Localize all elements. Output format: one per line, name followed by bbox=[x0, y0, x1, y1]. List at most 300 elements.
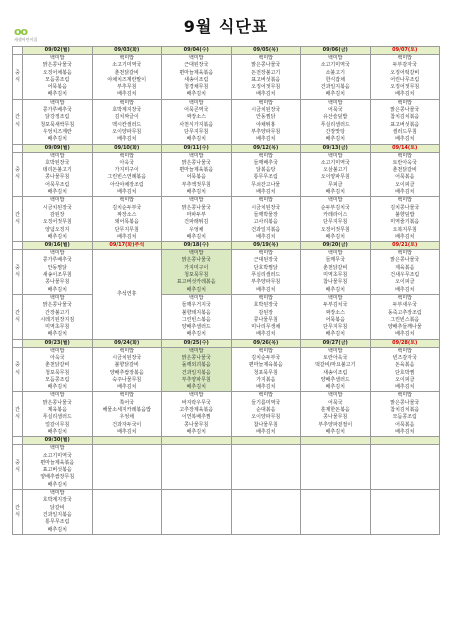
menu-item: 해물소세지카레볶음밥 bbox=[102, 407, 151, 414]
menu-item: 오이피클 bbox=[395, 181, 415, 188]
menu-cell bbox=[370, 197, 440, 242]
menu-item: 백미밥 bbox=[50, 55, 65, 61]
menu-item: 배추김치 bbox=[256, 233, 276, 240]
menu-item: 오징어젓무침 bbox=[251, 84, 281, 91]
menu-item: 백미밥 bbox=[258, 294, 273, 301]
menu-item: 마파두부 bbox=[186, 211, 206, 218]
menu-cell bbox=[231, 99, 301, 144]
menu-item: 순두부김치국 bbox=[320, 204, 350, 211]
date-corner bbox=[13, 144, 23, 152]
menu-item: 오이양파무침 bbox=[251, 414, 281, 421]
menu-item: 간장맛탕 bbox=[325, 128, 345, 135]
menu-item: 배추김치 bbox=[186, 136, 206, 143]
menu-item: 배추김치 bbox=[325, 286, 345, 293]
date-cell bbox=[162, 437, 232, 445]
menu-item: 배추김치 bbox=[256, 428, 276, 435]
meal-label: 중식 bbox=[13, 445, 23, 490]
menu-item: 배추김치 bbox=[325, 189, 345, 196]
menu-item: 소불고기 bbox=[325, 69, 345, 76]
menu-item: 짜장소스 bbox=[117, 211, 137, 218]
menu-item: 어묵무조림 bbox=[45, 181, 70, 188]
menu-item: 고추장제육볶음 bbox=[179, 407, 214, 414]
menu-item: 빈즈감자국 bbox=[392, 354, 417, 361]
menu-item: 백미밥 bbox=[189, 250, 204, 257]
menu-item: 배추김치 bbox=[395, 286, 415, 293]
menu-item: 쪽어국 bbox=[119, 399, 134, 406]
date-cell: 09/02(월) bbox=[23, 47, 93, 55]
date-cell: 09/30(월) bbox=[23, 437, 93, 445]
menu-item: 양념오징지 bbox=[45, 226, 70, 233]
menu-item: 맑은콩나물국 bbox=[181, 257, 211, 264]
menu-cell bbox=[231, 55, 301, 100]
date-cell: 09/21(토) bbox=[370, 242, 440, 250]
menu-item: 안동찜닭 bbox=[256, 114, 276, 121]
menu-item: 새송이조림 bbox=[323, 369, 348, 376]
meal-label: 간식 bbox=[13, 294, 23, 339]
menu-item: 단호박찜 bbox=[395, 369, 415, 376]
menu-item: 무피클 bbox=[328, 181, 343, 188]
meal-label: 간식 bbox=[13, 99, 23, 144]
menu-item: 우엉치즈계란 bbox=[42, 128, 72, 135]
menu-item: 백미밥 bbox=[397, 152, 412, 159]
menu-item: 편마늘제육볶음 bbox=[179, 167, 214, 174]
menu-item: 건파래튀김 bbox=[184, 219, 209, 226]
menu-item: 카레라이스 bbox=[323, 211, 348, 218]
menu-item: 배추김치 bbox=[256, 331, 276, 338]
menu-item: 샐러드무침 bbox=[392, 128, 417, 135]
logo-text: 새샘어린이집 bbox=[14, 37, 38, 42]
empty-cell bbox=[301, 490, 371, 535]
menu-item: 그린빈스볶음 bbox=[390, 316, 420, 323]
menu-item: 어묵콘역국 bbox=[184, 107, 209, 114]
menu-item: 배추김치 bbox=[186, 189, 206, 196]
menu-item: 배추김치 bbox=[256, 136, 276, 143]
menu-item: 오징어젓무침 bbox=[390, 84, 420, 91]
menu-cell bbox=[301, 99, 371, 144]
menu-cell bbox=[370, 99, 440, 144]
menu-item: 모듬콩조림 bbox=[392, 414, 417, 421]
menu-item: 양배추샐러드 bbox=[320, 376, 350, 383]
menu-item: 시금치된장국 bbox=[42, 204, 72, 211]
menu-item: 시금치된장국 bbox=[251, 107, 281, 114]
menu-item: 청경채무침 bbox=[184, 84, 209, 91]
menu-body bbox=[13, 47, 440, 535]
menu-item: 백미밥 bbox=[50, 197, 65, 204]
menu-item: 배추김치 bbox=[325, 384, 345, 391]
date-cell: 09/03(화) bbox=[92, 47, 162, 55]
menu-item: 배추김치 bbox=[186, 428, 206, 435]
menu-item: 춘천닭갈비 bbox=[323, 264, 348, 271]
menu-item: 가지미구이 bbox=[184, 264, 209, 271]
menu-item: 백미밥 bbox=[397, 347, 412, 354]
menu-item: 맑은콩나물국 bbox=[181, 159, 211, 166]
menu-item: 들기름미역국 bbox=[251, 399, 281, 406]
menu-cell bbox=[231, 152, 301, 197]
menu-item: 백미밥 bbox=[258, 347, 273, 354]
menu-item: 건과일지볶음 bbox=[181, 369, 211, 376]
meal-label: 중식 bbox=[13, 55, 23, 100]
date-cell: 09/05(목) bbox=[231, 47, 301, 55]
menu-item: 백미밥 bbox=[328, 197, 343, 204]
menu-item: 춘천닭갈비 bbox=[392, 167, 417, 174]
menu-item: 백미밥 bbox=[258, 250, 273, 257]
menu-item: 표고버섯카레볶음 bbox=[176, 279, 216, 286]
menu-item: 오징어젓무침 bbox=[42, 219, 72, 226]
menu-cell bbox=[92, 197, 162, 242]
menu-item: 오징어채볶음 bbox=[42, 69, 72, 76]
menu-item: 맥시칸샐러드 bbox=[112, 121, 142, 128]
menu-cell bbox=[92, 392, 162, 437]
menu-item: 이연복배추찜 bbox=[181, 414, 211, 421]
menu-item: 맑은콩나물국 bbox=[42, 399, 72, 406]
menu-item: 짜장소스 bbox=[186, 114, 206, 121]
menu-item: 제육볶음 bbox=[395, 264, 415, 271]
menu-item: 야채치즈계란말이 bbox=[107, 76, 147, 83]
date-cell bbox=[92, 437, 162, 445]
menu-item: 순대볶음 bbox=[256, 407, 276, 414]
date-cell: 09/10(화) bbox=[92, 144, 162, 152]
menu-item: 백미밥 bbox=[50, 294, 65, 301]
menu-item: 백미밥 bbox=[397, 294, 412, 301]
menu-cell bbox=[370, 250, 440, 295]
menu-item: 배추김치 bbox=[395, 233, 415, 240]
empty-cell bbox=[162, 490, 232, 535]
menu-item: 콩가루배추국 bbox=[42, 107, 72, 114]
menu-cell bbox=[23, 445, 93, 490]
menu-cell bbox=[301, 392, 371, 437]
menu-item: 김치콩나물국 bbox=[390, 204, 420, 211]
menu-item: 백미밥 bbox=[258, 152, 273, 159]
menu-item: 부추양파겉절이 bbox=[318, 421, 353, 428]
date-cell: 09/26(목) bbox=[231, 339, 301, 347]
menu-item: 단호박찜닭 bbox=[253, 264, 278, 271]
date-cell: 09/14(토) bbox=[370, 144, 440, 152]
empty-cell bbox=[231, 490, 301, 535]
menu-item: 청포묵무침 bbox=[45, 369, 70, 376]
menu-item: 우엉채 bbox=[189, 226, 204, 233]
menu-item: 배추김치 bbox=[256, 384, 276, 391]
menu-item: 오이양파무침 bbox=[112, 128, 142, 135]
menu-item: 콩나물무침 bbox=[45, 279, 70, 286]
menu-item: 미나리무생채 bbox=[251, 324, 281, 331]
menu-item: 양배추쌈장무침 bbox=[40, 474, 75, 481]
menu-item: 호박계지장국 bbox=[112, 107, 142, 114]
menu-item: 간장불고기 bbox=[45, 309, 70, 316]
menu-item: 청포묵무침 bbox=[253, 369, 278, 376]
empty-cell bbox=[370, 445, 440, 490]
empty-cell bbox=[162, 445, 232, 490]
menu-item: 백미밥 bbox=[50, 445, 65, 452]
menu-item: 배추김치 bbox=[47, 428, 67, 435]
date-corner bbox=[13, 339, 23, 347]
menu-item: 배추김치 bbox=[47, 189, 67, 196]
menu-cell bbox=[23, 490, 93, 535]
menu-item: 편마늘제육볶음 bbox=[248, 362, 283, 369]
menu-cell bbox=[23, 392, 93, 437]
menu-item: 건과자두국이 bbox=[112, 421, 142, 428]
menu-cell bbox=[231, 392, 301, 437]
date-cell: 09/12(목) bbox=[231, 144, 301, 152]
menu-cell bbox=[23, 99, 93, 144]
menu-cell bbox=[92, 99, 162, 144]
menu-item: 백미밥 bbox=[50, 99, 65, 106]
date-cell: 09/06(금) bbox=[301, 47, 371, 55]
menu-item: 찹나물무침 bbox=[323, 279, 348, 286]
menu-item: 김치순두부국 bbox=[112, 204, 142, 211]
menu-item: 미역초무침 bbox=[323, 272, 348, 279]
menu-cell bbox=[301, 197, 371, 242]
menu-item: 부추양파무침 bbox=[251, 279, 281, 286]
meal-label: 중식 bbox=[13, 250, 23, 295]
date-cell: 09/18(수) bbox=[162, 242, 232, 250]
date-cell: 09/20(금) bbox=[301, 242, 371, 250]
menu-item: 어묵볶음 bbox=[395, 174, 415, 181]
menu-cell bbox=[370, 55, 440, 100]
menu-cell bbox=[162, 250, 232, 295]
menu-cell bbox=[92, 347, 162, 392]
menu-item: 근대된장국 bbox=[253, 257, 278, 264]
menu-item: 무쇠잔고나물 bbox=[251, 181, 281, 188]
menu-item: 배추김치 bbox=[186, 331, 206, 338]
menu-item: 백미밥 bbox=[119, 55, 134, 61]
menu-item: 배추김치 bbox=[395, 91, 415, 98]
menu-item: 백미밥 bbox=[189, 197, 204, 204]
menu-item: 백미밥 bbox=[397, 55, 412, 61]
menu-item: 어묵국 bbox=[328, 107, 343, 114]
menu-item: 청포묵무침 bbox=[184, 272, 209, 279]
menu-item: 아삭야채장조림 bbox=[109, 181, 144, 188]
menu-item: 찹나물무침 bbox=[253, 421, 278, 428]
date-cell bbox=[370, 437, 440, 445]
menu-cell bbox=[231, 347, 301, 392]
menu-item: 맑은콩나물국 bbox=[181, 354, 211, 361]
menu-cell bbox=[370, 392, 440, 437]
menu-item: 단무지무침 bbox=[323, 324, 348, 331]
menu-item: 표고버섯볶음 bbox=[251, 76, 281, 83]
menu-item: 맑은콩나물국 bbox=[181, 204, 211, 211]
menu-item: 배추김치 bbox=[325, 91, 345, 98]
menu-item: 참치김치볶음 bbox=[390, 114, 420, 121]
menu-item: 백미밥 bbox=[189, 347, 204, 354]
menu-cell bbox=[23, 294, 93, 339]
menu-item: 백미밥 bbox=[328, 347, 343, 354]
menu-cell bbox=[23, 55, 93, 100]
menu-cell bbox=[162, 347, 232, 392]
menu-item: 어묵볶음 bbox=[395, 421, 415, 428]
menu-item: 백미밥 bbox=[328, 250, 343, 257]
menu-item: 소고기미역국 bbox=[320, 62, 350, 69]
menu-item: 한식잡채 bbox=[325, 76, 345, 83]
menu-cell bbox=[231, 197, 301, 242]
meal-label: 중식 bbox=[13, 347, 23, 392]
menu-item: 편마늘제육볶음 bbox=[40, 459, 75, 466]
menu-item: 백미밥 bbox=[189, 152, 204, 159]
menu-item: 백미밥 bbox=[328, 392, 343, 399]
menu-item: 백미밥 bbox=[328, 55, 343, 61]
menu-item: 배추김치 bbox=[395, 331, 415, 338]
menu-item: 들깨우거지국 bbox=[181, 302, 211, 309]
menu-item: 양배추들깨나물 bbox=[387, 324, 422, 331]
holiday-cell: 추석연휴 bbox=[92, 250, 162, 340]
menu-item: 배추김치 bbox=[117, 91, 137, 98]
menu-cell bbox=[301, 347, 371, 392]
menu-item: 맑은콩나물국 bbox=[42, 302, 72, 309]
menu-item: 맑은콩나물국 bbox=[390, 399, 420, 406]
menu-item: 어린나무조림 bbox=[390, 76, 420, 83]
menu-item: 소고기미역국 bbox=[112, 62, 142, 69]
menu-item: 춘천닭갈비 bbox=[114, 69, 139, 76]
menu-item: 오이피클 bbox=[395, 279, 415, 286]
menu-item: 참치김치볶음 bbox=[390, 407, 420, 414]
menu-item: 돼어목볶음 bbox=[114, 219, 139, 226]
menu-item: 백미밥 bbox=[119, 392, 134, 399]
date-cell: 09/11(수) bbox=[162, 144, 232, 152]
menu-item: 미역줄기볶음 bbox=[390, 219, 420, 226]
menu-item: 백미밥 bbox=[258, 392, 273, 399]
menu-item: 우엉채 bbox=[119, 414, 134, 421]
menu-item: 백미밥 bbox=[50, 152, 65, 159]
menu-item: 배추김치 bbox=[117, 189, 137, 196]
menu-item: 오징어떡갈비 bbox=[390, 69, 420, 76]
menu-item: 감된장 bbox=[50, 211, 65, 218]
menu-cell bbox=[370, 294, 440, 339]
menu-item: 백미밥 bbox=[119, 197, 134, 204]
menu-item: 부추양파무침 bbox=[181, 376, 211, 383]
date-cell: 09/27(금) bbox=[301, 339, 371, 347]
menu-item: 부추액젓무침 bbox=[181, 181, 211, 188]
menu-item: 고사리볶음 bbox=[253, 219, 278, 226]
menu-item: 오이양파무침 bbox=[320, 174, 350, 181]
menu-item: 백미밥 bbox=[258, 197, 273, 204]
menu-item: 건새우무조림 bbox=[390, 272, 420, 279]
menu-item: 백미밥 bbox=[50, 250, 65, 257]
menu-cell bbox=[231, 250, 301, 295]
menu-cell bbox=[301, 250, 371, 295]
menu-item: 불향돼지볶음 bbox=[181, 309, 211, 316]
menu-item: 백미밥 bbox=[397, 250, 412, 257]
menu-item: 배추김치 bbox=[47, 91, 67, 98]
menu-cell bbox=[301, 152, 371, 197]
menu-item: 들깨배추국 bbox=[253, 159, 278, 166]
menu-item: 백미밥 bbox=[258, 99, 273, 106]
menu-item: 데리돈불고기 bbox=[42, 167, 72, 174]
menu-item: 백미밥 bbox=[328, 99, 343, 106]
menu-cell bbox=[162, 55, 232, 100]
menu-item: 감된장 bbox=[258, 309, 273, 316]
menu-cell bbox=[231, 294, 301, 339]
menu-item: 어묵국 bbox=[328, 399, 343, 406]
menu-item: 토란아욱국 bbox=[392, 159, 417, 166]
menu-item: 배추김치 bbox=[117, 384, 137, 391]
menu-item: 가지미구이 bbox=[114, 167, 139, 174]
menu-item: 숙주나물무침 bbox=[112, 376, 142, 383]
menu-item: 양배추샐러드 bbox=[181, 324, 211, 331]
menu-item: 백미밥 bbox=[50, 490, 65, 497]
menu-item: 통무무조림 bbox=[253, 174, 278, 181]
menu-item: 배추김치 bbox=[395, 384, 415, 391]
menu-item: 아욱국 bbox=[119, 159, 134, 166]
date-corner bbox=[13, 242, 23, 250]
menu-item: 배추김치 bbox=[47, 526, 67, 533]
menu-item: 푸실리샐러드 bbox=[251, 272, 281, 279]
menu-item: 백미밥 bbox=[119, 99, 134, 106]
date-cell: 09/17(화)추석 bbox=[92, 242, 162, 250]
date-cell: 09/13(금) bbox=[301, 144, 371, 152]
menu-table bbox=[12, 46, 440, 535]
menu-item: 어묵볶음 bbox=[186, 174, 206, 181]
menu-item: 아욱국 bbox=[50, 354, 65, 361]
menu-item: 오징어젓무침 bbox=[320, 226, 350, 233]
menu-item: 백미밥 bbox=[328, 294, 343, 301]
menu-item: 부추무침 bbox=[117, 84, 137, 91]
date-cell: 09/24(화) bbox=[92, 339, 162, 347]
menu-item: 표고버섯볶음 bbox=[42, 467, 72, 474]
menu-item: 모듬콩조림 bbox=[45, 376, 70, 383]
empty-cell bbox=[301, 445, 371, 490]
menu-item: 호박된장국 bbox=[45, 159, 70, 166]
menu-item: 콩나물무침 bbox=[253, 316, 278, 323]
menu-item: 배추김치 bbox=[186, 384, 206, 391]
menu-item: 백미밥 bbox=[397, 392, 412, 399]
menu-cell bbox=[23, 152, 93, 197]
menu-item: 어묵볶음 bbox=[47, 84, 67, 91]
logo-mark: oo bbox=[14, 25, 28, 38]
menu-item: 배추김치 bbox=[395, 428, 415, 435]
menu-item: 떡갈비/마요불고기 bbox=[315, 362, 356, 369]
menu-item: 건과일지볶음 bbox=[42, 511, 72, 518]
menu-item: 배추김치 bbox=[325, 331, 345, 338]
date-corner bbox=[13, 47, 23, 55]
menu-item: 배추김치 bbox=[47, 481, 67, 488]
menu-item: 푸실리샐러드 bbox=[320, 121, 350, 128]
menu-cell bbox=[23, 250, 93, 295]
menu-item: 백미밥 bbox=[397, 99, 412, 106]
menu-item: 배추김치 bbox=[186, 286, 206, 293]
menu-item: 사천식가지볶음 bbox=[179, 121, 214, 128]
meal-label: 간식 bbox=[13, 392, 23, 437]
menu-item: 얼갈이무침 bbox=[45, 421, 70, 428]
menu-item: 백미밥 bbox=[328, 152, 343, 159]
menu-cell bbox=[370, 152, 440, 197]
menu-item: 단무지무침 bbox=[323, 219, 348, 226]
menu-item: 닭강정조림 bbox=[45, 114, 70, 121]
menu-item: 그린빈스볶음 bbox=[181, 316, 211, 323]
menu-item: 들깨무국 bbox=[325, 257, 345, 264]
menu-item: 동죽고추장조림 bbox=[387, 309, 422, 316]
menu-item: 근대된장국 bbox=[184, 62, 209, 69]
menu-item: 시레기된장지짐 bbox=[40, 316, 75, 323]
menu-item: 미역초무침 bbox=[45, 324, 70, 331]
date-cell: 09/25(수) bbox=[162, 339, 232, 347]
menu-item: 짜장소스 bbox=[325, 309, 345, 316]
menu-item: 백미밥 bbox=[397, 197, 412, 204]
menu-item: 배추김치 bbox=[325, 233, 345, 240]
meal-label: 간식 bbox=[13, 197, 23, 242]
menu-cell bbox=[162, 152, 232, 197]
menu-item: 백미밥 bbox=[189, 99, 204, 106]
menu-item: 배추김치 bbox=[256, 189, 276, 196]
empty-cell bbox=[231, 445, 301, 490]
menu-item: 배추김치 bbox=[117, 233, 137, 240]
menu-item: 콩가루배추국 bbox=[42, 257, 72, 264]
menu-item: 표고버섯볶음 bbox=[390, 121, 420, 128]
menu-item: 호박된장국 bbox=[253, 302, 278, 309]
menu-item: 바지락우무국 bbox=[181, 399, 211, 406]
menu-item: 백미밥 bbox=[119, 152, 134, 159]
date-cell: 09/04(수) bbox=[162, 47, 232, 55]
menu-item: 배추김치 bbox=[395, 189, 415, 196]
menu-item: 김치순두부국 bbox=[251, 354, 281, 361]
